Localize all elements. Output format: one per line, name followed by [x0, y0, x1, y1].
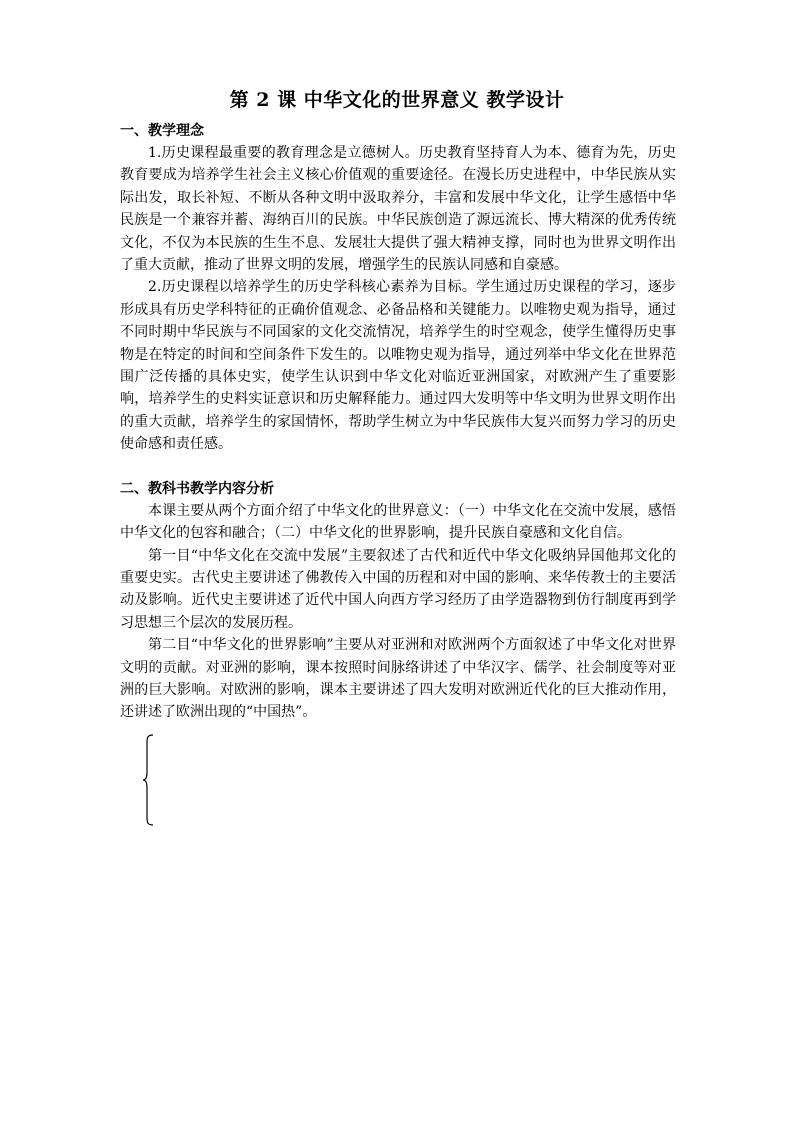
- section-teaching-philosophy: [120, 120, 676, 456]
- document-body: [120, 120, 676, 724]
- paragraph: 本课主要从两个方面介绍了中华文化的世界意义：（一）中华文化在交流中发展，感悟中华文化的包容和融合；（二）中华文化的世界影响，提升民族自豪感和文化自信。: [120, 502, 676, 542]
- section-heading: 一、教学理念: [120, 123, 204, 139]
- paragraph: 1.历史课程最重要的教育理念是立德树人。历史教育坚持育人为本、德育为先，历史教育要成为培养学生社会主义核心价值观的重要途径。在漫长历史进程中，中华民族从实际出发，取长补短、不断从各种文明中汲取养分，丰富和发展中华文化，让学生感悟中华民族是一个兼容并蓄、海纳百川的民族。中华民族创造了源远流长、博大精深的优秀传统文化，不仅为本民族的生生不息、发展壮大提供了强大精神支撑，同时也为世界文明作出了重大贡献，推动了世界文明的发展，增强学生的民族认同感和自豪感。: [120, 145, 676, 274]
- section-spacer: [120, 456, 676, 478]
- page-title: 第 2 课 中华文化的世界意义 教学设计: [229, 89, 565, 111]
- section-textbook-analysis: [120, 478, 676, 724]
- paragraph: 第二目“中华文化的世界影响”主要从对亚洲和对欧洲两个方面叙述了中华文化对世界文明的贡献。对亚洲的影响，课本按照时间脉络讲述了中华汉字、儒学、社会制度等对亚洲的巨大影响。对欧洲的影响，课本主要讲述了四大发明对欧洲近代化的巨大推动作用，还讲述了欧洲出现的“中国热”。: [120, 637, 676, 721]
- paragraph: 第一目“中华文化在交流中发展”主要叙述了古代和近代中华文化吸纳异国他邦文化的重要史实。古代史主要讲述了佛教传入中国的历程和对中国的影响、来华传教士的主要活动及影响。近代史主要讲述了近代中国人向西方学习经历了由学造器物到仿行制度再到学习思想三个层次的发展历程。: [120, 547, 676, 631]
- paragraph: 2.历史课程以培养学生的历史学科核心素养为目标。学生通过历史课程的学习，逐步形成具有历史学科特征的正确价值观念、必备品格和关键能力。以唯物史观为指导，通过不同时期中华民族与不同国家的文化交流情况，培养学生的时空观念，使学生懂得历史事物是在特定的时间和空间条件下发生的。以唯物史观为指导，通过列举中华文化在世界范围广泛传播的具体史实，使学生认识到中华文化对临近亚洲国家，对欧洲产生了重要影响，培养学生的史料实证意识和历史解释能力。通过四大发明等中华文明为世界文明作出的重大贡献，培养学生的家国情怀，帮助学生树立为中华民族伟大复兴而努力学习的历史使命感和责任感。: [120, 279, 676, 453]
- section-heading: 二、教科书教学内容分析: [120, 480, 274, 497]
- left-brace-icon: [142, 734, 154, 826]
